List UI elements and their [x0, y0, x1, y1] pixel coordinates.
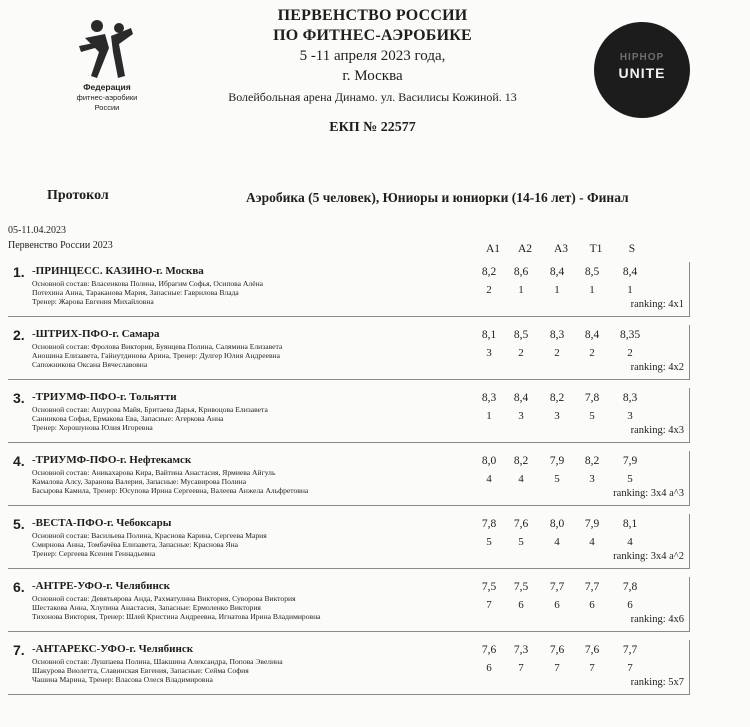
row-right-border — [689, 451, 690, 506]
entry-score-a1: 8,0 — [481, 455, 497, 467]
entry-team-name: -АНТАРЕКС-УФО-г. Челябинск — [32, 643, 194, 655]
entry-roster-line3: Чашина Марина, Тренер: Власова Олеся Владимировна — [32, 675, 213, 684]
entry-roster-line3: Тихонова Виктория, Тренер: Шлей Кристина Андреевна, Игнатова Ирина Владимировна — [32, 612, 321, 621]
entry-score-a1: 8,2 — [481, 266, 497, 278]
row-divider — [8, 568, 690, 569]
entry-score-a2: 7,3 — [513, 644, 529, 656]
entry-roster-line1: Основной состав: Девятьярова Анда, Рахматулина Виктория, Суворова Виктория — [32, 594, 296, 603]
entry-rank-a2: 3 — [518, 410, 524, 422]
ekp-number: ЕКП № 22577 — [329, 120, 416, 135]
entry-score-a2: 8,6 — [513, 266, 529, 278]
entry-rank-s: 2 — [627, 347, 633, 359]
entry-score-a3: 7,9 — [549, 455, 565, 467]
entry-roster-line2: Смирнова Анна, Томбачёва Елизавета, Запасные: Краснова Яна — [32, 540, 239, 549]
entry-place-number: 3. — [13, 390, 25, 406]
entry-rank-a2: 6 — [518, 599, 524, 611]
entry-roster-line2: Санникова Софья, Ермакова Ева, Запасные: Агеркова Анна — [32, 414, 224, 423]
entry-rank-s: 5 — [627, 473, 633, 485]
entry-ranking: ranking: 5x7 — [630, 677, 684, 688]
entry-score-t1: 8,5 — [584, 266, 600, 278]
result-entry — [8, 577, 690, 632]
entry-rank-a3: 1 — [554, 284, 560, 296]
entry-roster-line1: Основной состав: Фролова Виктория, Буянцева Полина, Салямина Елизавета — [32, 342, 283, 351]
competition-name: Первенство России 2023 — [8, 240, 113, 251]
entry-rank-a3: 3 — [554, 410, 560, 422]
entry-score-a1: 7,8 — [481, 518, 497, 530]
entry-roster-line2: Аношина Елизавета, Гайнутдинова Арина, Тренер: Дулгер Юлия Андреевна — [32, 351, 280, 360]
row-right-border — [689, 388, 690, 443]
entry-ranking: ranking: 4x3 — [630, 425, 684, 436]
result-entry — [8, 262, 690, 317]
entry-rank-s: 4 — [627, 536, 633, 548]
event-city: г. Москва — [342, 68, 403, 84]
entry-rank-a1: 1 — [486, 410, 492, 422]
entry-rank-a3: 4 — [554, 536, 560, 548]
entry-roster-line3: Сапожникова Оксана Вячеславовна — [32, 360, 148, 369]
entry-roster-line3: Тренер: Жарова Евгения Михайловна — [32, 297, 154, 306]
document-header — [180, 6, 565, 107]
entry-score-t1: 7,8 — [584, 392, 600, 404]
row-right-border — [689, 577, 690, 632]
entry-roster-line3: Басырова Камила, Тренер: Юсупова Ирина Сергеевна, Валеева Анжела Альфретовна — [32, 486, 309, 495]
result-entry — [8, 451, 690, 506]
entry-score-a1: 7,6 — [481, 644, 497, 656]
entry-place-number: 4. — [13, 453, 25, 469]
entry-rank-a3: 2 — [554, 347, 560, 359]
entry-place-number: 6. — [13, 579, 25, 595]
row-right-border — [689, 640, 690, 695]
entry-rank-a1: 6 — [486, 662, 492, 674]
entry-place-number: 2. — [13, 327, 25, 343]
row-right-border — [689, 262, 690, 317]
column-header-s: S — [628, 243, 636, 255]
entry-team-name: -ТРИУМФ-ПФО-г. Нефтекамск — [32, 454, 192, 466]
entry-rank-t1: 5 — [589, 410, 595, 422]
entry-score-a2: 8,5 — [513, 329, 529, 341]
entry-rank-s: 1 — [627, 284, 633, 296]
entry-score-a3: 8,0 — [549, 518, 565, 530]
title-line1: ПЕРВЕНСТВО РОССИИ — [277, 7, 468, 24]
entry-rank-t1: 6 — [589, 599, 595, 611]
result-entry — [8, 388, 690, 443]
row-right-border — [689, 514, 690, 569]
entry-rank-a1: 4 — [486, 473, 492, 485]
row-divider — [8, 316, 690, 317]
logo-right-brand: UNITE — [618, 65, 666, 81]
event-dates: 5 -11 апреля 2023 года, — [299, 48, 446, 64]
entry-ranking: ranking: 4x1 — [630, 299, 684, 310]
entry-ranking: ranking: 4x2 — [630, 362, 684, 373]
entry-score-s: 7,7 — [622, 644, 638, 656]
org-name-line2: фитнес-аэробики — [76, 93, 138, 102]
entry-ranking: ranking: 4x6 — [630, 614, 684, 625]
result-entry — [8, 640, 690, 695]
entry-score-s: 8,1 — [622, 518, 638, 530]
protocol-label: Протокол — [47, 188, 109, 203]
entry-rank-t1: 7 — [589, 662, 595, 674]
entry-rank-s: 3 — [627, 410, 633, 422]
entry-score-a3: 8,4 — [549, 266, 565, 278]
entry-score-t1: 7,6 — [584, 644, 600, 656]
logo-right-top-text: HIPHOP — [619, 52, 665, 63]
entry-rank-t1: 4 — [589, 536, 595, 548]
entry-rank-a1: 2 — [486, 284, 492, 296]
entry-rank-a3: 7 — [554, 662, 560, 674]
entry-score-s: 7,8 — [622, 581, 638, 593]
entry-score-t1: 7,7 — [584, 581, 600, 593]
entry-rank-a3: 6 — [554, 599, 560, 611]
event-category: Аэробика (5 человек), Юниоры и юниорки (14-16 лет) - Финал — [246, 190, 629, 205]
entry-roster-line1: Основной состав: Аникахарова Кира, Вайтина Анастасия, Ярмиева Айгуль — [32, 468, 276, 477]
entry-score-a2: 8,4 — [513, 392, 529, 404]
entry-score-a3: 7,7 — [549, 581, 565, 593]
entry-score-a2: 7,5 — [513, 581, 529, 593]
entry-rank-a2: 7 — [518, 662, 524, 674]
entry-roster-line1: Основной состав: Лушпаева Полина, Шакшина Александра, Попова Эвелина — [32, 657, 283, 666]
entry-team-name: -АНТРЕ-УФО-г. Челябинск — [32, 580, 171, 592]
org-name-line1: Федерация — [83, 82, 131, 92]
entry-roster-line1: Основной состав: Ашурова Майя, Бритаева Дарья, Кривоцова Елизавета — [32, 405, 268, 414]
entry-score-a3: 7,6 — [549, 644, 565, 656]
entry-rank-a3: 5 — [554, 473, 560, 485]
entry-place-number: 1. — [13, 264, 25, 280]
org-name-line3: России — [94, 103, 120, 112]
entry-rank-t1: 2 — [589, 347, 595, 359]
entry-score-t1: 7,9 — [584, 518, 600, 530]
row-divider — [8, 694, 690, 695]
entry-rank-a1: 3 — [486, 347, 492, 359]
entry-team-name: -ПРИНЦЕСС. КАЗИНО-г. Москва — [32, 265, 204, 277]
entry-rank-a2: 2 — [518, 347, 524, 359]
row-divider — [8, 442, 690, 443]
entry-roster-line3: Тренер: Сергеева Ксения Геннадьевна — [32, 549, 156, 558]
entry-score-a1: 7,5 — [481, 581, 497, 593]
row-right-border — [689, 325, 690, 380]
entry-rank-a2: 1 — [518, 284, 524, 296]
federation-emblem-icon — [75, 18, 139, 80]
entry-score-a3: 8,2 — [549, 392, 565, 404]
entry-rank-a2: 4 — [518, 473, 524, 485]
entry-rank-a1: 7 — [486, 599, 492, 611]
entry-roster-line2: Потехина Анна, Тараканова Мария, Запасные: Гаврилова Влада — [32, 288, 239, 297]
entry-place-number: 7. — [13, 642, 25, 658]
entry-team-name: -ШТРИХ-ПФО-г. Самара — [32, 328, 160, 340]
hiphop-unite-logo — [594, 22, 690, 118]
entry-rank-t1: 3 — [589, 473, 595, 485]
entry-score-a3: 8,3 — [549, 329, 565, 341]
event-venue: Волейбольная арена Динамо. ул. Василисы Кожиной. 13 — [228, 90, 517, 104]
row-divider — [8, 379, 690, 380]
entry-score-t1: 8,2 — [584, 455, 600, 467]
column-header-t1: T1 — [589, 243, 603, 255]
entry-score-t1: 8,4 — [584, 329, 600, 341]
entry-roster-line1: Основной состав: Васильева Полина, Краснова Карина, Сергеева Мария — [32, 531, 267, 540]
entry-roster-line2: Камалова Алсу, Заранова Валерия, Запасные: Мусавирова Полина — [32, 477, 247, 486]
entry-score-s: 7,9 — [622, 455, 638, 467]
entry-team-name: -ВЕСТА-ПФО-г. Чебоксары — [32, 517, 172, 529]
column-header-a3: A3 — [553, 243, 569, 255]
entry-rank-s: 6 — [627, 599, 633, 611]
entry-score-a1: 8,1 — [481, 329, 497, 341]
entry-roster-line2: Шакурова Виолетта, Славинская Евгения, Запасные: Сейма София — [32, 666, 249, 675]
federation-logo — [52, 18, 162, 113]
entry-score-a2: 8,2 — [513, 455, 529, 467]
result-entry — [8, 514, 690, 569]
entry-roster-line1: Основной состав: Власенкова Полина, Ибрагим Софья, Осипова Алёна — [32, 279, 264, 288]
entry-score-s: 8,3 — [622, 392, 638, 404]
entry-ranking: ranking: 3x4 a^3 — [613, 488, 684, 499]
entry-rank-s: 7 — [627, 662, 633, 674]
entry-score-s: 8,35 — [619, 329, 641, 341]
entry-rank-t1: 1 — [589, 284, 595, 296]
result-entry — [8, 325, 690, 380]
protocol-date: 05-11.04.2023 — [8, 225, 66, 236]
entry-score-s: 8,4 — [622, 266, 638, 278]
entry-score-a1: 8,3 — [481, 392, 497, 404]
entry-score-a2: 7,6 — [513, 518, 529, 530]
row-divider — [8, 631, 690, 632]
entry-ranking: ranking: 3x4 a^2 — [613, 551, 684, 562]
entry-rank-a1: 5 — [486, 536, 492, 548]
entry-team-name: -ТРИУМФ-ПФО-г. Тольятти — [32, 391, 177, 403]
row-divider — [8, 505, 690, 506]
entry-roster-line3: Тренер: Хорошунова Юлия Игоревна — [32, 423, 153, 432]
column-header-a1: A1 — [485, 243, 501, 255]
entry-rank-a2: 5 — [518, 536, 524, 548]
entry-roster-line2: Шестакова Анна, Хлупина Анастасия, Запасные: Ермоленко Виктория — [32, 603, 261, 612]
column-header-a2: A2 — [517, 243, 533, 255]
entry-place-number: 5. — [13, 516, 25, 532]
title-line2: ПО ФИТНЕС-АЭРОБИКЕ — [273, 27, 472, 44]
